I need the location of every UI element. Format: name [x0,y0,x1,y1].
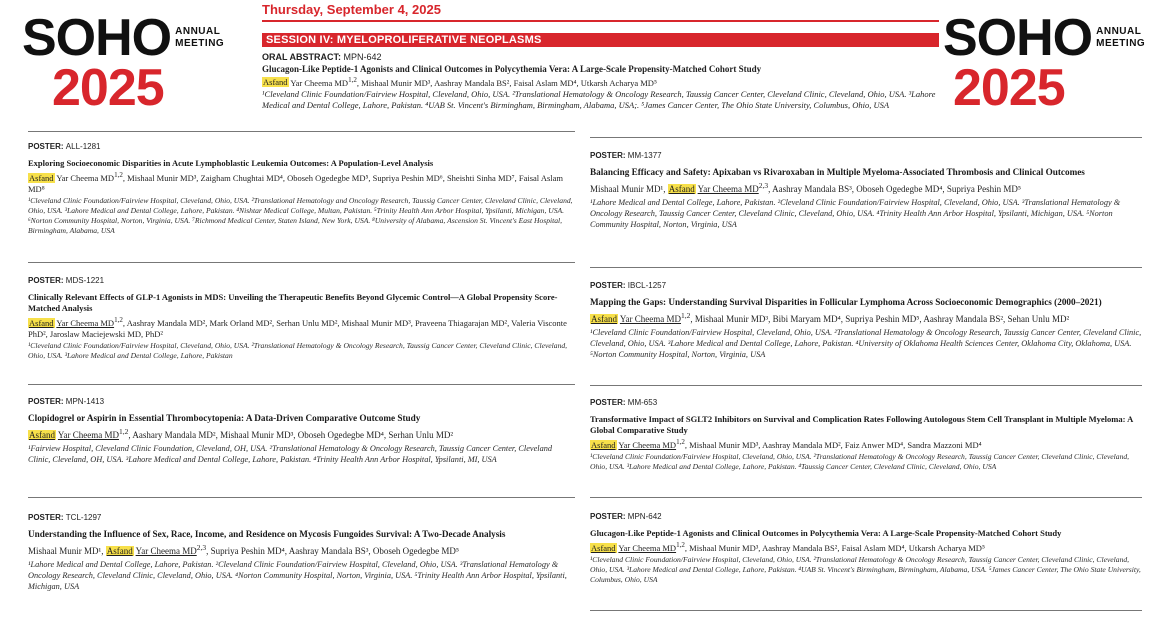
coauthors: , Supriya Peshin MD⁴, Aashray Mandala BS³, Oboseh Ogedegbe MD⁵ [206,545,460,556]
oral-abstract-affiliations: ¹Cleveland Clinic Foundation/Fairview Hospital, Cleveland, Ohio, USA. ²Translational Hematology & Oncology Research, Taussig Cancer Center, Cleveland Clinic, Cleveland, Ohio, USA. ³Lahore Medical and Dental College, Lahore, Pakistan. ⁴UAB St. Vincent's Birmingham, Birmingham, Alabama, USA;. ⁵James Cancer Center, The Ohio State University, Columbus, Ohio, USA [262,89,936,111]
highlighted-name: Asfand [668,183,695,194]
poster-title: Clinically Relevant Effects of GLP-1 Agonists in MDS: Unveiling the Therapeutic Benefits Beyond Glycemic Control—A Global Propensity Score-Matched Analysis [28,292,558,314]
logo-line-annual: ANNUAL [175,26,221,37]
poster-affiliations: ¹Fairview Hospital, Cleveland Clinic Foundation, Cleveland, OH, USA. ²Translational Hematology & Oncology Research, Taussig Cancer Center, Cleveland Clinic, Cleveland, OH, USA. ³Lahore Medical and Dental College, Lahore, Pakistan. ⁴Trinity Health Ann Arbor Hospital, Ypsilanti, MI, USA [28,443,553,464]
coauthors: , Aashray Mandala MD², Mark Orland MD², Serhan Unlu MD², Mishaal Munir MD³, Praveena Thiagarajan MD², Valeria Visconte PhD², Jaroslaw Maciejewski MD, PhD² [28,317,567,339]
highlighted-name: Asfand [591,542,616,553]
poster-label [590,512,1142,521]
poster-authors [590,438,1142,451]
poster-entry [28,513,575,592]
separator [590,497,1142,498]
poster-title: Mapping the Gaps: Understanding Survival Disparities in Follicular Lymphoma Across Socioeconomic Demographics (2000–2021) [590,297,1102,307]
poster-code: MPN-642 [627,512,662,521]
coauthors: , Mishaal Munir MD³, Aashray Mandala BS², Faisal Aslam MD⁴, Utkarsh Acharya MD⁵ [356,77,657,88]
poster-entry [590,281,1142,360]
poster-code: MPN-1413 [65,397,105,406]
main-author: Yar Cheema MD [57,429,120,440]
separator [28,384,575,385]
poster-affiliations: ¹Lahore Medical and Dental College, Lahore, Pakistan. ²Cleveland Clinic Foundation/Fairview Hospital, Cleveland, Ohio, USA. ³Translational Hematology & Oncology Research, Taussig Cancer Center, Cleveland Clinic, Cleveland, Ohio, USA. ⁴Trinity Health Ann Arbor Hospital, Ypsilanti, Michigan, USA. ⁵Norton Community Hospital, Norton, Virginia, USA [590,197,1121,229]
poster-authors [28,171,575,195]
poster-label-text: POSTER: [590,512,626,521]
date-rule [262,20,939,22]
main-author: Yar Cheema MD [697,183,759,194]
separator [590,267,1142,268]
session-date: Thursday, September 4, 2025 [262,2,441,17]
logo-line-annual: ANNUAL [1096,26,1142,37]
poster-label [28,276,575,285]
separator [28,131,575,132]
poster-authors [28,427,575,442]
poster-authors [28,543,575,558]
poster-authors [590,311,1142,326]
poster-label-text: POSTER: [28,397,64,406]
coauthors: , Aashray Mandala BS³, Oboseh Ogedegbe MD⁴, Supriya Peshin MD⁵ [768,183,1022,194]
main-author: Yar Cheema MD [619,313,682,324]
main-author-sup: 2,3 [758,180,769,190]
logo-line-meeting: MEETING [1096,37,1146,49]
poster-title: Transformative Impact of SGLT2 Inhibitors on Survival and Complication Rates Following Autologous Stem Cell Transplant in Multiple Myeloma: A Global Comparative Study [590,414,1133,436]
main-author-sup: 1,2 [676,541,685,550]
coauthors: , Aashary Mandala MD², Mishaal Munir MD³, Oboseh Ogedegbe MD⁴, Serhan Unlu MD² [128,429,454,440]
separator [28,497,575,498]
poster-label [590,151,1142,160]
main-author-sup: 1,2 [681,310,691,320]
main-author-sup: 1,2 [676,438,685,447]
highlighted-name: Asfand [29,172,54,183]
poster-title: Clopidogrel or Aspirin in Essential Thrombocytopenia: A Data-Driven Comparative Outcome Study [28,413,421,423]
main-author-sup: 1,2 [114,316,123,325]
poster-code: TCL-1297 [65,513,102,522]
poster-affiliations: ¹Cleveland Clinic Foundation/Fairview Hospital, Cleveland, Ohio, USA. ²Translational Hematology & Oncology Research, Taussig Cancer Center, Cleveland Clinic, Cleveland, Ohio, USA. ³Lahore Medical and Dental College, Lahore, Pakistan. ⁴UAB St. Vincent's Birmingham, Birmingham, Alabama, USA. ⁵James Cancer Center, The Ohio State University, Columbus, Ohio, USA [590,554,1141,585]
highlighted-name: Asfand [591,439,616,450]
separator [590,610,1142,611]
poster-label [28,142,575,151]
poster-entry [28,397,575,465]
poster-entry [28,276,575,361]
highlighted-name: Asfand [29,429,55,440]
poster-title: Exploring Socioeconomic Disparities in Acute Lymphoblastic Leukemia Outcomes: A Population-Level Analysis [28,158,434,168]
poster-label [590,281,1142,290]
poster-title: Understanding the Influence of Sex, Race, Income, and Residence on Mycosis Fungoides Survival: A Two-Decade Analysis [28,529,506,539]
soho-logo-right [943,9,1158,117]
poster-label-text: POSTER: [28,513,64,522]
oral-abstract-label [262,52,942,62]
poster-label [590,398,1142,407]
poster-label-text: POSTER: [28,142,64,151]
poster-label-text: POSTER: [590,151,626,160]
logo-annual-meeting [175,26,224,49]
main-author-sup: 2,3 [196,542,207,552]
main-author: Yar Cheema MD [135,545,197,556]
session-title-bar: SESSION IV: MYELOPROLIFERATIVE NEOPLASMS [262,33,939,47]
main-author: Yar Cheema MD [618,439,677,450]
poster-authors [590,541,1142,554]
poster-entry [590,398,1142,472]
main-author-sup: 1,2 [114,171,123,180]
pre-authors: Mishaal Munir MD¹, [28,545,106,556]
logo-annual-meeting [1096,26,1145,49]
session-header [262,0,942,111]
poster-affiliations: ¹Cleveland Clinic Foundation/Fairview Hospital, Cleveland, Ohio, USA. ²Translational Hematology & Oncology Research, Taussig Cancer Center, Cleveland Clinic, Cleveland, Ohio, USA. ³Lahore Medical and Dental College, Lahore, Pakistan [28,341,568,361]
logo-year: 2025 [52,59,164,117]
highlighted-name: Asfand [29,317,54,328]
coauthors: , Mishaal Munir MD³, Zaigham Chughtai MD⁴, Oboseh Ogedegbe MD⁵, Supriya Peshin MD⁶, Sheishti Sinha MD⁷, Faisal Aslam MD⁸ [28,172,564,194]
highlighted-name: Asfand [106,545,133,556]
highlighted-name: Asfand [263,77,288,88]
poster-title: Balancing Efficacy and Safety: Apixaban vs Rivaroxaban in Multiple Myeloma-Associated Thrombosis and Clinical Outcomes [590,167,1085,177]
poster-affiliations: ¹Lahore Medical and Dental College, Lahore, Pakistan. ²Cleveland Clinic Foundation/Fairview Hospital, Cleveland, Ohio, USA. ³Translational Hematology & Oncology Research, Cleveland Clinic, Cleveland, Ohio, USA. ⁴Norton Community Hospital, Norton, Virginia, USA. ⁵Trinity Health Ann Arbor Hospital, Ypsilanti, Michigan, USA [28,559,567,591]
poster-affiliations: ¹Cleveland Clinic Foundation/Fairview Hospital, Cleveland, Ohio, USA. ²Translational Hematology and Oncology Research, Taussig Cancer Center, Cleveland Clinic, Cleveland, Ohio, USA. ³Lahore Medical and Dental College, Lahore, Pakistan. ⁴Nishtar Medical College, Multan, Pakistan. ⁵Trinity Health Ann Arbor Hospital, Ypsilanti, Michigan, USA. ⁶Norton Community Hospital, Norton, Virginia, USA. ⁷Richmond Medical Center, Staten Island, New York, USA. ⁸University of Alabama, Ascension St. Vincent's East Hospital, Birmingham, Alabama, USA [28,195,573,236]
poster-entry [590,151,1142,230]
main-author: Yar Cheema MD [56,172,115,183]
poster-code: IBCL-1257 [627,281,667,290]
oral-abstract-code: MPN-642 [343,51,382,62]
logo-year: 2025 [953,59,1065,117]
soho-logo-left [22,9,237,117]
separator [28,262,575,263]
highlighted-name: Asfand [591,313,617,324]
separator [590,385,1142,386]
poster-affiliations: ¹Cleveland Clinic Foundation/Fairview Hospital, Cleveland, Ohio, USA. ²Translational Hematology & Oncology Research, Taussig Cancer Center, Cleveland Clinic, Cleveland, Ohio, USA. ³Lahore Medical and Dental College, Lahore, Pakistan. ⁴Taussig Cancer Center, Cleveland Clinic, Cleveland, Ohio, USA [590,451,1130,472]
poster-code: MDS-1221 [65,276,105,285]
poster-authors [28,316,575,340]
oral-abstract-title: Glucagon-Like Peptide-1 Agonists and Clinical Outcomes in Polycythemia Vera: A Large-Scale Propensity-Matched Cohort Study [262,63,762,74]
main-author: Yar Cheema MD [56,317,115,328]
poster-label-text: POSTER: [590,398,626,407]
poster-label-text: POSTER: [28,276,64,285]
poster-affiliations: ¹Cleveland Clinic Foundation/Fairview Hospital, Cleveland, Ohio, USA. ²Translational Hematology & Oncology Research, Taussig Cancer Center, Cleveland Clinic, Cleveland, Ohio, USA. ³Lahore Medical and Dental College, Lahore, Pakistan. ⁴University of Oklahoma Health Sciences Center, Oklahoma City, Oklahoma, USA. ⁵Norton Community Hospital, Norton, Virginia, USA [590,327,1142,359]
poster-authors [590,181,1142,196]
logo-brand: SOHO [22,9,172,67]
poster-label [28,513,575,522]
poster-code: MM-653 [627,398,658,407]
poster-entry [28,142,575,237]
separator [590,137,1142,138]
poster-label [28,397,575,406]
coauthors: , Mishaal Munir MD³, Aashray Mandala MD², Faiz Anwer MD⁴, Sandra Mazzoni MD⁴ [684,439,982,450]
coauthors: , Mishaal Munir MD³, Aashray Mandala BS², Faisal Aslam MD⁴, Utkarsh Acharya MD⁵ [684,542,985,553]
main-author: Yar Cheema MD [618,542,677,553]
logo-brand: SOHO [943,9,1093,67]
poster-entry [590,512,1142,585]
main-author: Yar Cheema MD [290,77,349,88]
oral-label-text: ORAL ABSTRACT: [262,51,341,62]
oral-abstract-authors [262,76,942,89]
main-author-sup: 1,2 [348,75,357,84]
poster-title: Glucagon-Like Peptide-1 Agonists and Clinical Outcomes in Polycythemia Vera: A Large-Scale Propensity-Matched Cohort Study [590,528,1062,538]
poster-code: ALL-1281 [65,142,101,151]
pre-authors: Mishaal Munir MD¹, [590,183,668,194]
coauthors: , Mishaal Munir MD³, Bibi Maryam MD⁴, Supriya Peshin MD⁵, Aashray Mandala BS², Sehan Unlu MD² [690,313,1070,324]
logo-line-meeting: MEETING [175,37,225,49]
poster-label-text: POSTER: [590,281,626,290]
main-author-sup: 1,2 [119,426,129,436]
poster-code: MM-1377 [627,151,662,160]
